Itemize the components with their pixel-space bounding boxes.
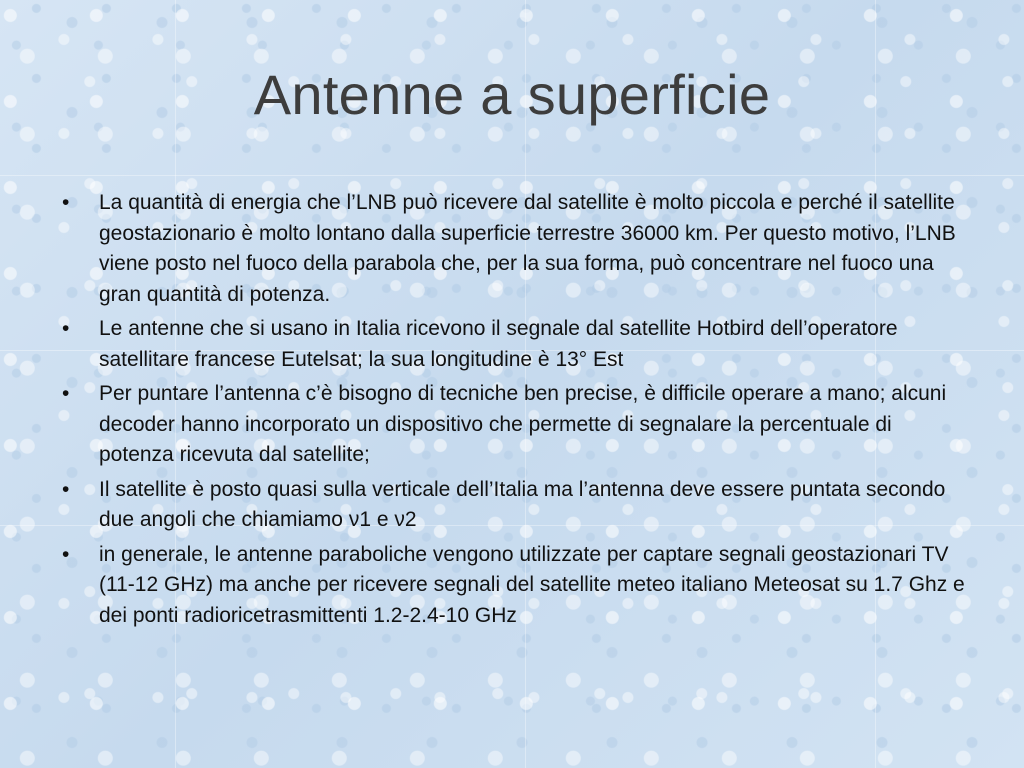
bullet-item	[62, 540, 972, 632]
bullet-text: Per puntare l’antenna c’è bisogno di tecniche ben precise, è difficile operare a mano; alcuni decoder hanno incorporato un dispositivo che permette di segnalare la percentuale di potenza ricevuta dal satellite;	[99, 382, 947, 466]
bullet-text: Le antenne che si usano in Italia ricevono il segnale dal satellite Hotbird dell’operatore satellitare francese Eutelsat; la sua longitudine è 13° Est	[99, 317, 898, 371]
slide-title: Antenne a superficie	[253, 63, 771, 126]
bullet-dot-icon: •	[62, 382, 70, 405]
bullet-text: Il satellite è posto quasi sulla verticale dell’Italia ma l’antenna deve essere puntata secondo due angoli che chiamiamo ν1 e ν2	[99, 477, 946, 531]
bullet-item	[62, 188, 972, 310]
bullet-text: La quantità di energia che l’LNB può ricevere dal satellite è molto piccola e perché il satellite geostazionario è molto lontano dalla superficie terrestre 36000 km. Per questo motivo, l’LNB viene posto nel fuoco della parabola che, per la sua forma, può concentrare nel fuoco una gran quantità di potenza.	[99, 191, 956, 306]
bullet-text: in generale, le antenne paraboliche vengono utilizzate per captare segnali geostazionari TV (11-12 GHz) ma anche per ricevere segnali del satellite meteo italiano Meteosat su 1.7 Ghz e dei ponti radioricetrasmittenti 1.2-2.4-10 GHz	[99, 542, 965, 627]
bullet-list	[62, 188, 972, 635]
background-texture-line	[0, 175, 1024, 176]
bullet-dot-icon: •	[62, 477, 70, 501]
bullet-dot-icon: •	[62, 191, 70, 214]
bullet-item	[62, 475, 972, 536]
bullet-dot-icon: •	[62, 542, 70, 566]
bullet-dot-icon: •	[62, 317, 70, 340]
bullet-item	[62, 379, 972, 471]
bullet-item	[62, 314, 972, 375]
